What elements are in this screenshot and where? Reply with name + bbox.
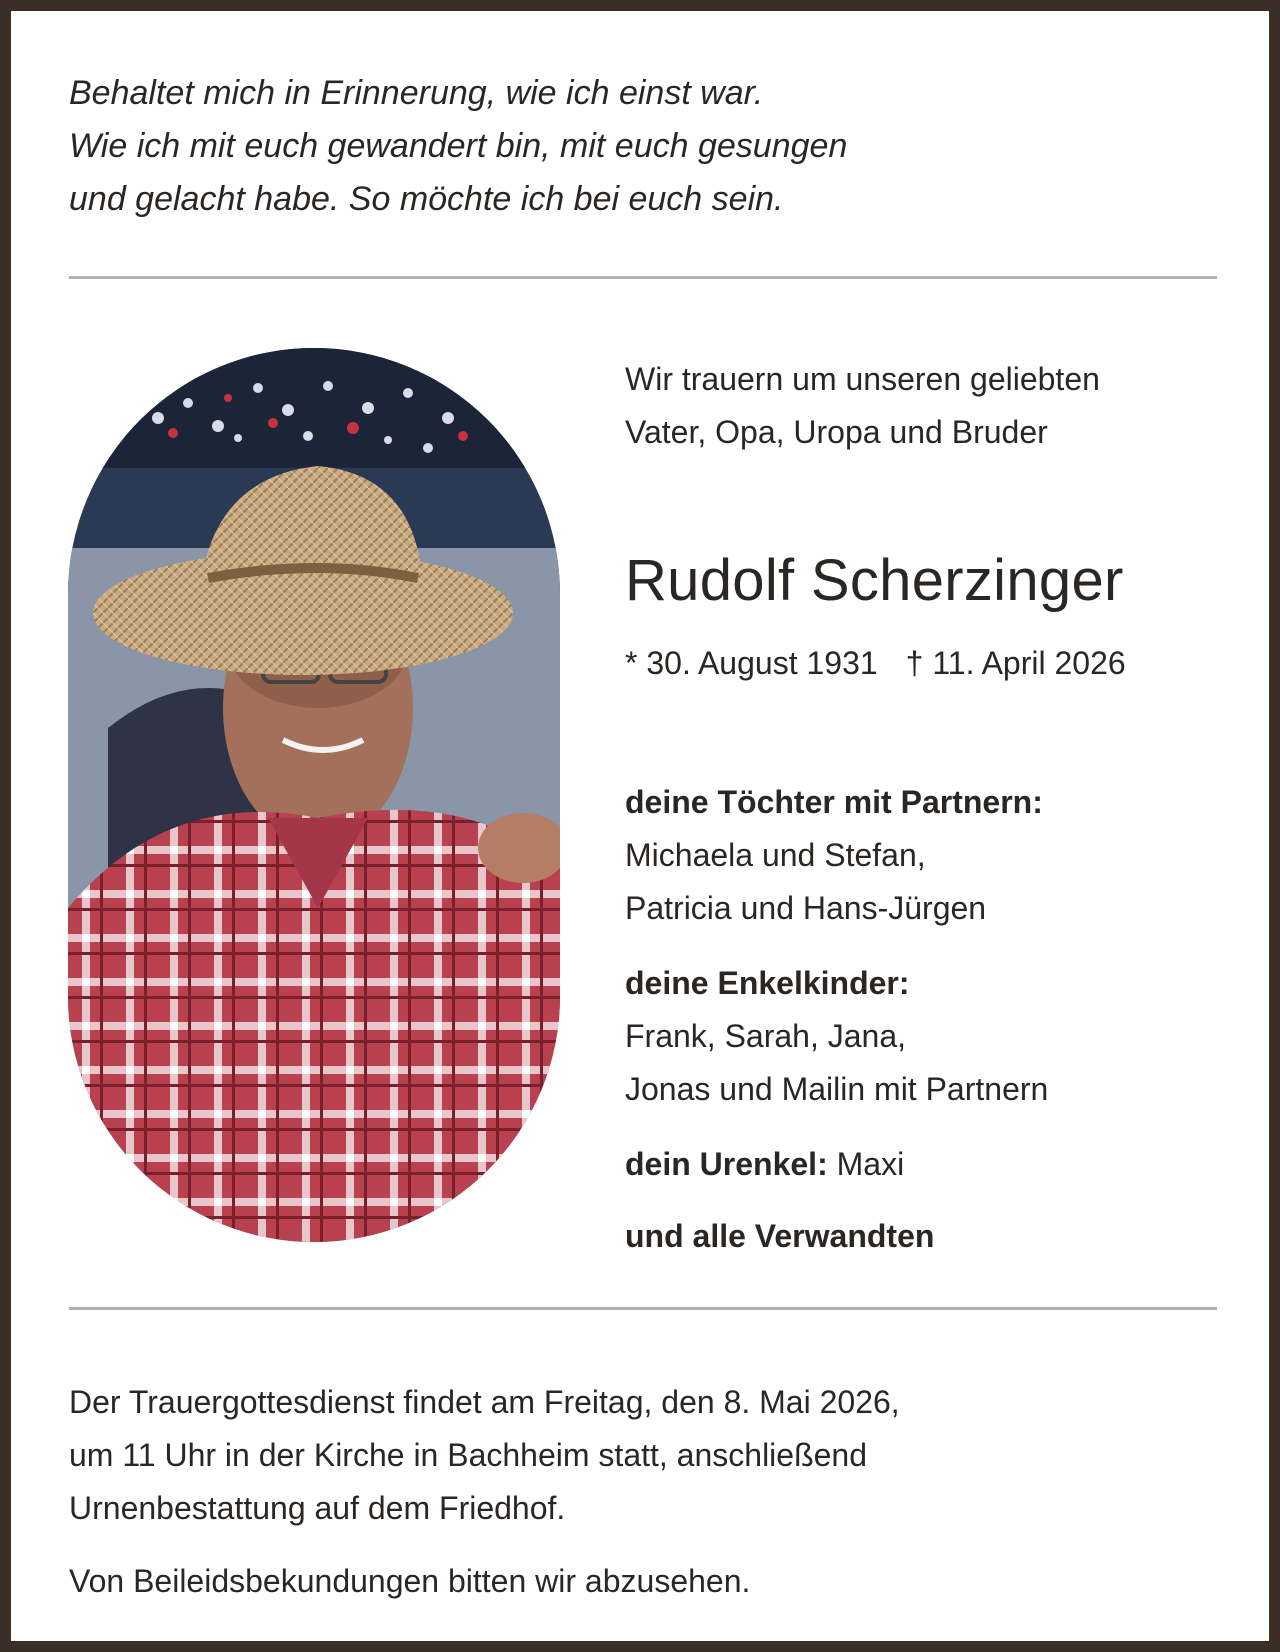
deceased-name: Rudolf Scherzinger (625, 548, 1124, 613)
daughters-line: Michaela und Stefan, (625, 837, 926, 873)
death-date: † 11. April 2026 (905, 645, 1126, 681)
relatives-line: und alle Verwandten (625, 1218, 935, 1254)
service-line: um 11 Uhr in der Kirche in Bachheim statt, anschließend (69, 1437, 868, 1473)
motto-line: Behaltet mich in Erinnerung, wie ich einst war. (69, 74, 764, 112)
obituary-notice (11, 11, 1269, 1641)
grandchildren-block (625, 957, 1048, 1116)
service-line: Der Trauergottesdienst findet am Freitag, den 8. Mai 2026, (69, 1384, 900, 1420)
grandchildren-line: Jonas und Mailin mit Partnern (625, 1071, 1049, 1107)
relatives-block (625, 1210, 934, 1263)
intro-line: Wir trauern um unseren geliebten (625, 361, 1100, 397)
portrait-photo (68, 348, 560, 1242)
divider-bottom (69, 1307, 1217, 1310)
motto-line: Wie ich mit euch gewandert bin, mit euch gesungen (69, 127, 848, 165)
condolence-note: Von Beileidsbekundungen bitten wir abzusehen. (69, 1563, 751, 1599)
daughters-block (625, 776, 1043, 935)
daughters-line: Patricia und Hans-Jürgen (625, 890, 987, 926)
life-dates (625, 641, 1126, 685)
birth-date: * 30. August 1931 (625, 645, 878, 681)
service-line: Urnenbestattung auf dem Friedhof. (69, 1490, 566, 1526)
motto-verse (69, 67, 1069, 226)
greatgrandchild-heading: dein Urenkel: (625, 1146, 828, 1182)
motto-line: und gelacht habe. So möchte ich bei euch sein. (69, 180, 784, 218)
funeral-service-info (69, 1376, 900, 1535)
grandchildren-heading: deine Enkelkinder: (625, 965, 910, 1001)
greatgrandchild-name: Maxi (836, 1146, 905, 1182)
grandchildren-line: Frank, Sarah, Jana, (625, 1018, 907, 1054)
daughters-heading: deine Töchter mit Partnern: (625, 784, 1043, 820)
intro-line: Vater, Opa, Uropa und Bruder (625, 414, 1048, 450)
mourning-intro (625, 353, 1100, 459)
greatgrandchild-block (625, 1138, 904, 1191)
divider-top (69, 276, 1217, 279)
